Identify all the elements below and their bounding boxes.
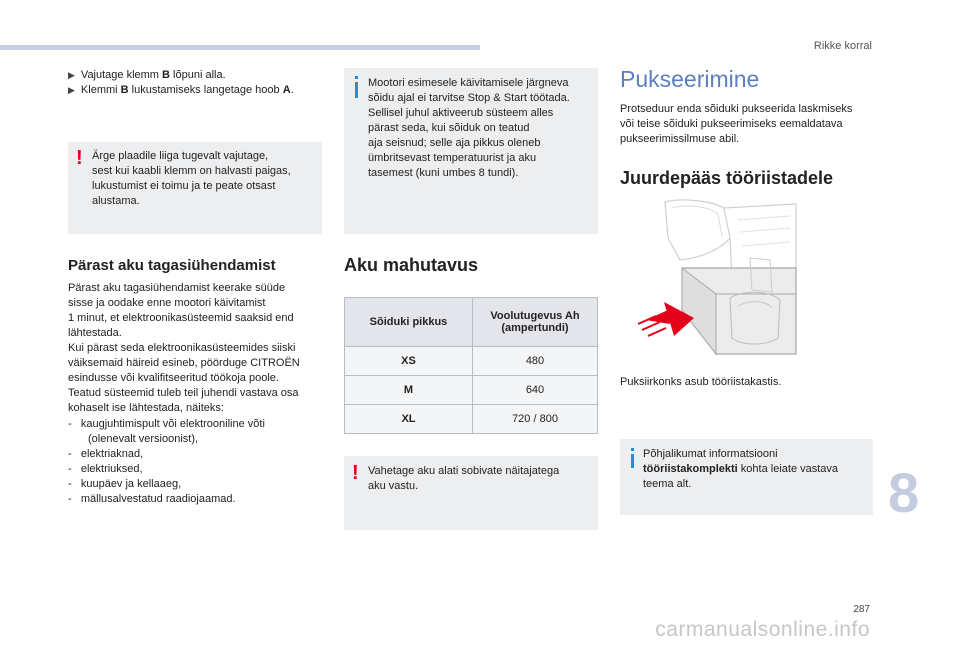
column-header: Sõiduki pikkus — [345, 298, 473, 347]
arrow-icon: ▶ — [68, 85, 75, 95]
table-cell: 640 — [473, 376, 598, 405]
table-cell: XL — [345, 405, 473, 434]
arrow-icon: ▶ — [68, 70, 75, 80]
page-number: 287 — [853, 604, 870, 615]
section-heading: Pärast aku tagasiühendamist — [68, 257, 276, 274]
table-cell: 720 / 800 — [473, 405, 598, 434]
body-text: Pärast aku tagasiühendamist keerake süüde sisse ja oodake enne mootori käivitamist 1 minut, et elektroonikasüsteemid saaksid end lähtestada. Kui pärast seda elektroonikasüsteemides siiski väiksemaid häireid esineb, pöörduge CITROËN esindusse või kvalifitseeritud töökoja poole. Teatud süsteemid tuleb teil juhendi vastava osa kohaselt ise lähtestada, näiteks: — [68, 282, 300, 414]
warning-icon: ! — [76, 147, 83, 169]
section-heading: Juurdepääs tööriistadele — [620, 168, 834, 188]
step-list — [68, 68, 328, 98]
warning-text: Vahetage aku alati sobivate näitajatega aku vastu. — [368, 465, 560, 492]
table-cell: M — [345, 376, 473, 405]
table-row — [345, 347, 598, 376]
capacity-table — [344, 297, 598, 434]
page-title: Pukseerimine — [620, 66, 760, 92]
info-icon — [355, 82, 358, 98]
info-icon — [631, 454, 634, 468]
step-item: ▶ Vajutage klemm B lõpuni alla. — [68, 69, 226, 81]
reset-list — [68, 417, 330, 507]
chapter-number: 8 — [888, 461, 920, 524]
list-item: (olenevalt versioonist), — [88, 433, 199, 445]
warning-icon: ! — [352, 462, 359, 484]
info-text: Põhjalikumat informatsiooni tööriistakomplekti kohta leiate vastava teema alt. — [643, 448, 839, 490]
step-item: ▶ Klemmi B lukustamiseks langetage hoob A. — [68, 84, 294, 96]
column-header: Voolutugevus Ah (ampertundi) — [473, 298, 598, 347]
table-cell: 480 — [473, 347, 598, 376]
image-caption: Puksiirkonks asub tööriistakastis. — [620, 376, 782, 388]
table-row — [345, 376, 598, 405]
top-accent-bar — [0, 45, 480, 50]
chapter-title: Rikke korral — [813, 40, 872, 52]
list-item: - mällusalvestatud raadiojaamad. — [68, 493, 236, 505]
list-item: - kaugjuhtimispult või elektrooniline võti — [68, 418, 265, 430]
list-item: - kuupäev ja kellaaeg, — [68, 478, 182, 490]
warning-text: Ärge plaadile liiga tugevalt vajutage, sest kui kaabli klemm on halvasti paigas, lukustumist ei toimu ja te peate otsast alustama. — [92, 150, 291, 207]
watermark: carmanualsonline.info — [655, 618, 870, 641]
table-cell: XS — [345, 347, 473, 376]
toolbox-illustration — [620, 198, 800, 356]
table-row — [345, 405, 598, 434]
list-item: - elektriuksed, — [68, 463, 143, 475]
list-item: - elektriaknad, — [68, 448, 144, 460]
intro-text: Protseduur enda sõiduki pukseerida laskmiseks või teise sõiduki pukseerimiseks eemaldatava pukseerimissilmuse abil. — [620, 103, 853, 145]
section-heading: Aku mahutavus — [344, 255, 479, 275]
info-text: Mootori esimesele käivitamisele järgneva sõidu ajal ei tarvitse Stop & Start töötada. Sellisel juhul aktiveerub süsteem alles pärast seda, kui sõiduk on teatud aja seisnud; selle aja pikkus oleneb ümbritsevast temperatuurist ja aku tasemest (kuni umbes 8 tundi). — [368, 77, 570, 179]
table-header-row — [345, 298, 598, 347]
